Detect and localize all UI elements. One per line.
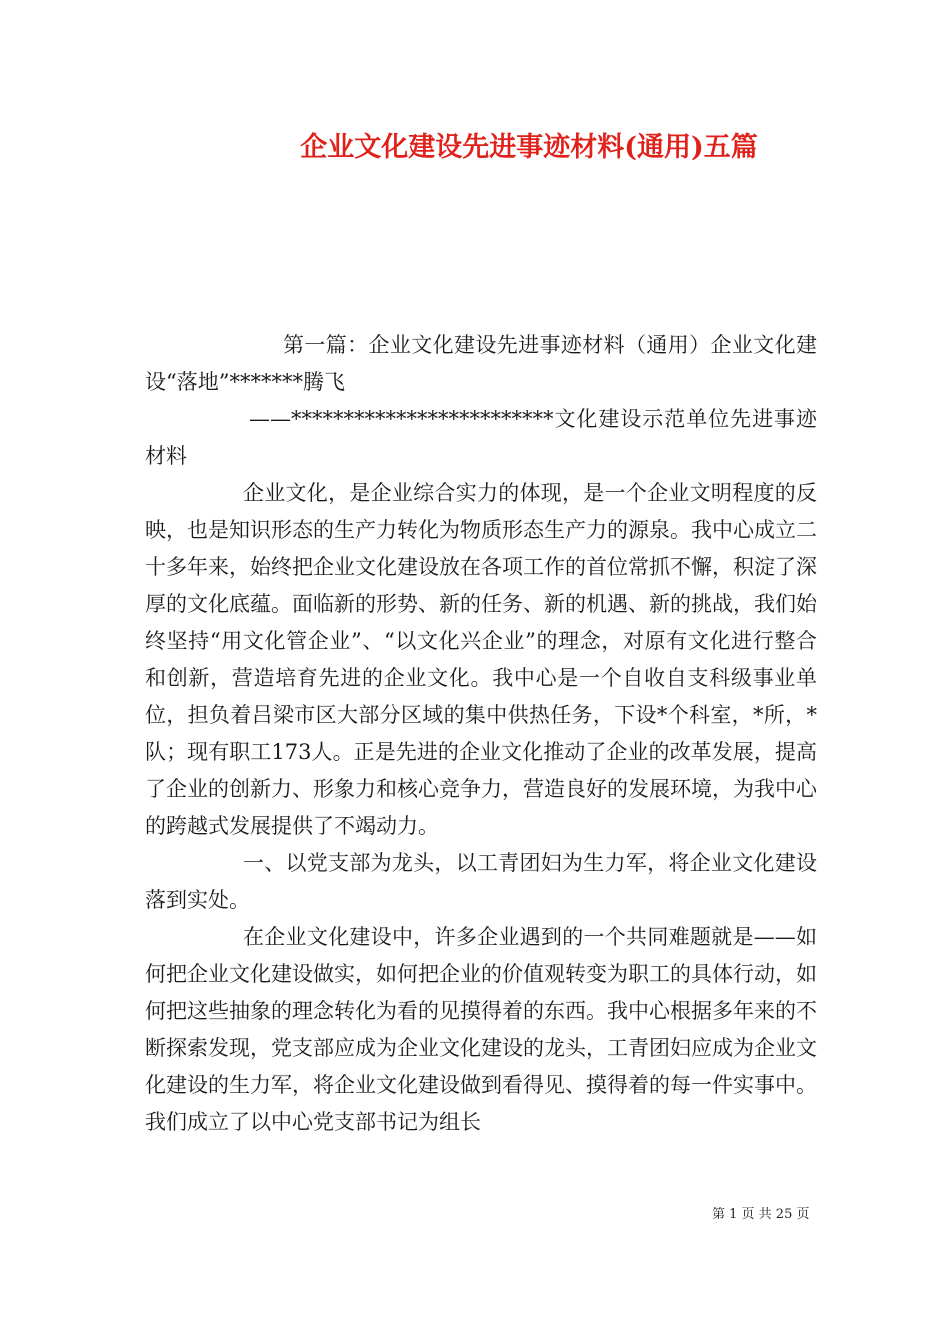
page-number: 第 1 页 共 25 页 (712, 1207, 810, 1222)
paragraph-subtitle: ——*************************文化建设示范单位先进事迹材料 (145, 407, 817, 468)
paragraph-heading: 第一篇：企业文化建设先进事迹材料（通用）企业文化建设“落地”*******腾飞 (145, 333, 817, 394)
document-body (145, 327, 817, 1141)
paragraph-section-one-body: 在企业文化建设中，许多企业遇到的一个共同难题就是——如何把企业文化建设做实，如何把企业的价值观转变为职工的具体行动，如何把这些抽象的理念转化为看的见摸得着的东西。我中心根据多年来的不断探索发现，党支部应成为企业文化建设的龙头，工青团妇应成为企业文化建设的生力军，将企业文化建设做到看得见、摸得着的每一件实事中。我们成立了以中心党支部书记为组长 (145, 925, 817, 1134)
document-title: 企业文化建设先进事迹材料(通用)五篇 (300, 132, 758, 163)
paragraph-section-one-heading: 一、以党支部为龙头，以工青团妇为生力军，将企业文化建设落到实处。 (145, 851, 817, 912)
paragraph-intro: 企业文化，是企业综合实力的体现，是一个企业文明程度的反映，也是知识形态的生产力转化为物质形态生产力的源泉。我中心成立二十多年来，始终把企业文化建设放在各项工作的首位常抓不懈，积淀了深厚的文化底蕴。面临新的形势、新的任务、新的机遇、新的挑战，我们始终坚持“用文化管企业”、“以文化兴企业”的理念，对原有文化进行整合和创新，营造培育先进的企业文化。我中心是一个自收自支科级事业单位，担负着吕梁市区大部分区域的集中供热任务，下设*个科室，*所，*队；现有职工173人。正是先进的企业文化推动了企业的改革发展，提高了企业的创新力、形象力和核心竞争力，营造良好的发展环境，为我中心的跨越式发展提供了不竭动力。 (145, 481, 817, 838)
